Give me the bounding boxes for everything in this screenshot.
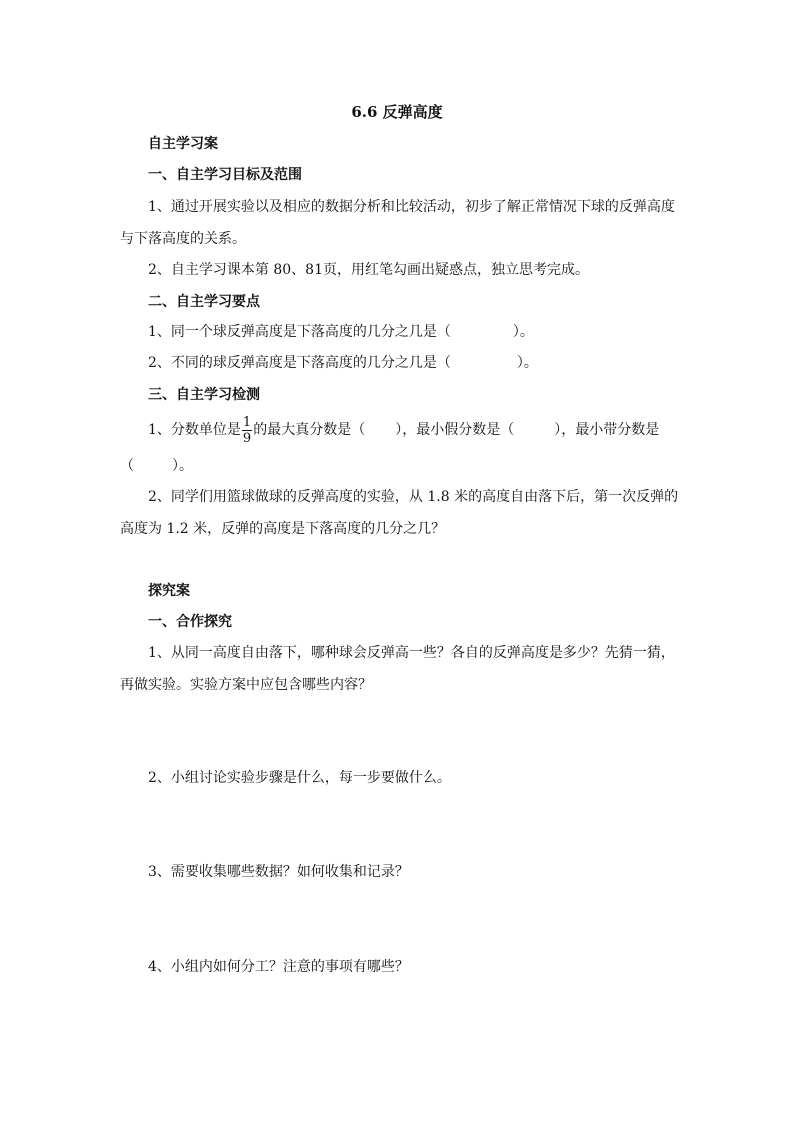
fraction-denominator: 9: [242, 430, 252, 446]
section-1-heading: 一、自主学习目标及范围: [148, 167, 302, 183]
check-q1-mid-3: ），最小带分数是: [554, 422, 660, 438]
self-study-heading: 自主学习案: [148, 136, 218, 152]
fraction-one-ninth: [242, 415, 252, 446]
explore-question-2: 2、小组讨论实验步骤是什么，每一步要做什么。: [148, 770, 451, 786]
goal-paragraph-1-line-2: 与下落高度的关系。: [120, 231, 246, 247]
explore-question-4: 4、小组内如何分工？注意的事项有哪些？: [148, 959, 409, 975]
check-q1-line2-close: ）。: [172, 458, 193, 474]
explore-question-1-line-1: 1、从同一高度自由落下，哪种球会反弹高一些？各自的反弹高度是多少？先猜一猜，: [148, 645, 675, 661]
check-question-1-line-1: [148, 412, 708, 448]
check-question-1-line-2: [120, 456, 680, 476]
check-q1-mid-1: 的最大真分数是（: [253, 422, 366, 438]
section-2-heading: 二、自主学习要点: [148, 294, 260, 310]
key-point-2-close: ）。: [516, 355, 538, 371]
fraction-numerator: 1: [242, 414, 252, 430]
check-question-2-line-1: 2、同学们用篮球做球的反弹高度的实验，从 1.8 米的高度自由落下后，第一次反弹的: [148, 489, 679, 505]
section-3-heading: 三、自主学习检测: [148, 387, 260, 403]
key-point-1-text: 1、同一个球反弹高度是下落高度的几分之几是（: [148, 324, 451, 340]
goal-paragraph-1-line-1: 1、通过开展实验以及相应的数据分析和比较活动，初步了解正常情况下球的反弹高度: [148, 199, 675, 215]
cooperation-heading: 一、合作探究: [148, 614, 232, 630]
page-title: 6.6 反弹高度: [351, 103, 443, 121]
explore-heading: 探究案: [148, 583, 190, 599]
check-q1-mid-2: ），最小假分数是（: [395, 422, 515, 438]
check-q1-line2-open: （: [120, 458, 134, 474]
key-point-1: [148, 322, 708, 342]
check-q1-prefix: 1、分数单位是: [148, 422, 241, 438]
check-question-2-line-2: 高度为 1.2 米，反弹的高度是下落高度的几分之几？: [120, 521, 446, 537]
explore-question-3: 3、需要收集哪些数据？如何收集和记录？: [148, 864, 409, 880]
explore-question-1-line-2: 再做实验。实验方案中应包含哪些内容？: [120, 677, 372, 693]
goal-paragraph-2: 2、自主学习课本第 80、81页，用红笔勾画出疑惑点，独立思考完成。: [148, 262, 589, 278]
key-point-2: [148, 353, 708, 373]
key-point-1-close: ）。: [512, 324, 534, 340]
key-point-2-text: 2、不同的球反弹高度是下落高度的几分之几是（: [148, 355, 451, 371]
